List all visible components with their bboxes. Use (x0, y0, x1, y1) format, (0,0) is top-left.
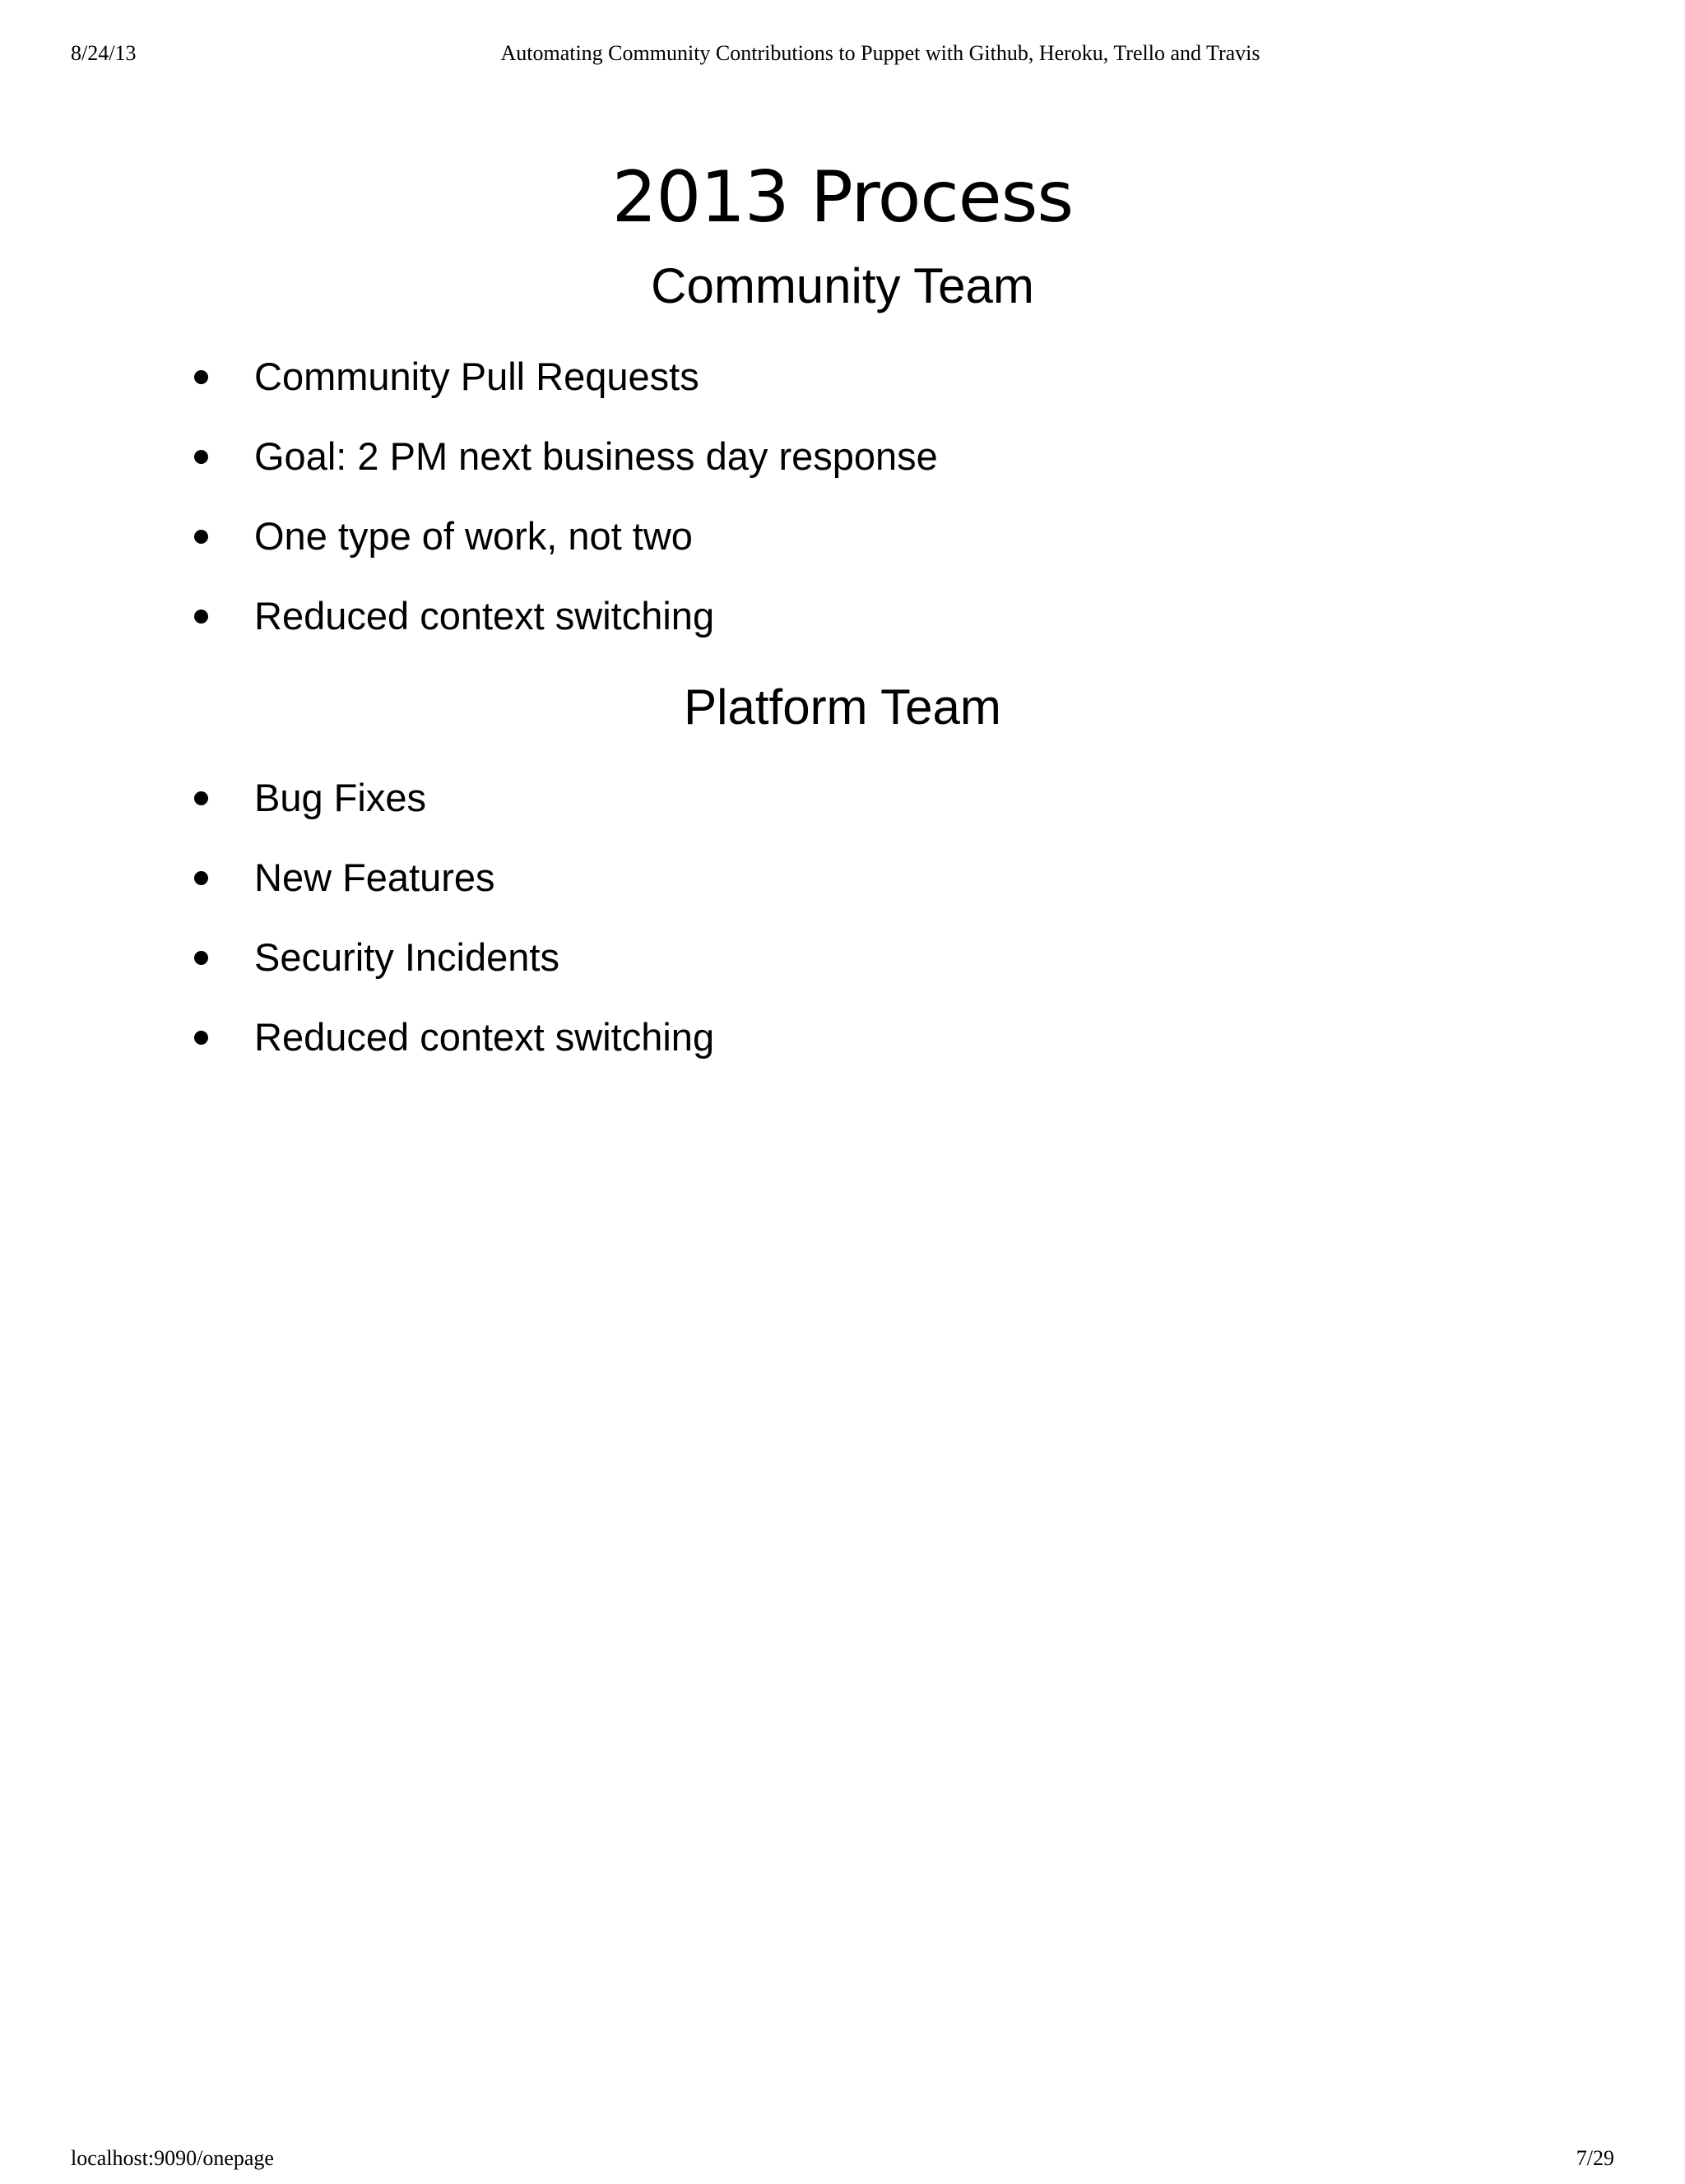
list-item-text: Goal: 2 PM next business day response (254, 434, 938, 478)
list-item-text: One type of work, not two (254, 514, 693, 558)
list-item-text: New Features (254, 856, 495, 899)
list-item-text: Reduced context switching (254, 1015, 715, 1059)
list-item (0, 1013, 1685, 1092)
list-item (0, 432, 1685, 512)
bullet-icon (194, 951, 208, 965)
section-heading-community-team: Community Team (651, 258, 1034, 313)
list-item (0, 352, 1685, 432)
print-header (0, 41, 1685, 69)
bullet-icon (194, 370, 208, 384)
list-item-text: Bug Fixes (254, 776, 426, 819)
page-url: localhost:9090/onepage (71, 2146, 274, 2170)
section-heading-platform-team: Platform Team (684, 679, 1001, 735)
list-item-text: Community Pull Requests (254, 355, 699, 398)
list-item (0, 512, 1685, 591)
bullet-icon (194, 1031, 208, 1045)
bullet-icon (194, 450, 208, 464)
print-date: 8/24/13 (71, 41, 137, 65)
slide-title: 2013 Process (611, 156, 1074, 239)
page-indicator: 7/29 (1576, 2146, 1614, 2170)
bullet-icon (194, 871, 208, 885)
platform-team-list (0, 773, 1685, 1092)
list-item (0, 933, 1685, 1013)
bullet-icon (194, 530, 208, 544)
list-item (0, 853, 1685, 933)
document-title: Automating Community Contributions to Puppet with Github, Heroku, Trello and Travis (500, 41, 1260, 65)
list-item-text: Security Incidents (254, 935, 559, 979)
list-item-text: Reduced context switching (254, 594, 715, 638)
list-item (0, 773, 1685, 853)
bullet-icon (194, 610, 208, 624)
bullet-icon (194, 791, 208, 805)
list-item (0, 591, 1685, 671)
community-team-list (0, 352, 1685, 671)
print-footer (0, 2146, 1685, 2174)
